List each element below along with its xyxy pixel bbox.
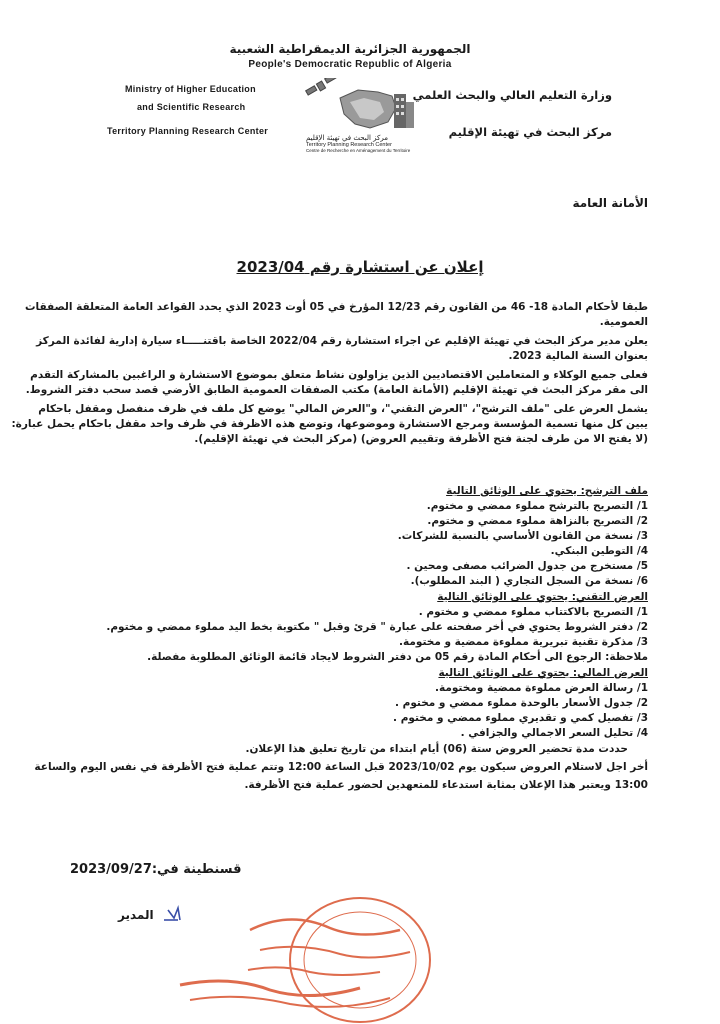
center-logo <box>300 78 420 158</box>
paragraph-line: يشمل العرض على "ملف الترشح"، "العرض التقني"، و"العرض المالي" يوضع كل ملف في ظرف منفصل ومقفل باحكام <box>38 403 648 415</box>
ministry-en-line1: Ministry of Higher Education <box>125 84 256 94</box>
financial-title: العرض المالي: يحتوي على الوثائق التالية <box>438 667 648 679</box>
body-paragraphs <box>11 300 648 447</box>
paragraph-line: طبقا لأحكام المادة 18- 46 من القانون رقم 12/23 المؤرخ في 05 أوت 2023 الذي يحدد القواعد العامة المتعلقة الصفقات <box>24 301 648 313</box>
financial-section <box>48 666 648 741</box>
list-item: 1/ رسالة العرض مملوءة ممضية ومختومة. <box>434 682 648 694</box>
paragraph-line: الى مقر مركز البحث في تهيئة الإقليم (الأمانة العامة) مكتب الصفقات العمومية الطابق الأرضي قصد سحب دفتر الشروط. <box>25 384 648 396</box>
list-item: 3/ نسخة من القانون الأساسي بالنسبة للشركات. <box>397 530 648 542</box>
paragraph-line: بعنوان السنة المالية 2023. <box>508 350 648 362</box>
paragraph-line: العمومية. <box>599 316 648 328</box>
list-item: 2/ جدول الأسعار بالوحدة مملوء ممضي و مختوم . <box>395 697 648 709</box>
technical-section <box>48 590 648 665</box>
official-stamp-icon <box>150 880 440 1024</box>
closing-line: أخر اجل لاستلام العروض سيكون يوم 2023/10/02 قبل الساعة 12:00 وتتم عملية فتح الأظرفة في نفس اليوم والساعة <box>34 761 648 773</box>
list-item: 2/ التصريح بالنزاهة مملوء ممضي و مختوم. <box>427 515 648 527</box>
ministry-en-line2: and Scientific Research <box>137 102 246 112</box>
department-label: الأمانة العامة <box>572 196 648 210</box>
paragraph-line: يبين كل منها تسمية المؤسسة ومرجع الاستشارة وموضوعها، وتوضع هذه الاظرفة في ظرف واحد مقفل باحكام يحمل عبارة: <box>11 418 648 430</box>
paragraph-line: فعلى جميع الوكلاء و المتعاملين الاقتصاديين الذين يزاولون نشاط متعلق بموضوع الاستشارة و الراغبين بالمشاركة التقدم <box>30 369 648 381</box>
technical-note: ملاحظة: الرجوع الى أحكام المادة رقم 05 من دفتر الشروط لايجاد قائمة الوثائق المطلوبة مفصلة. <box>147 651 648 663</box>
signatory-title: المدير <box>118 908 154 922</box>
list-item: 1/ التصريح بالترشح مملوء ممضي و مختوم. <box>426 500 648 512</box>
list-item: 4/ تحليل السعر الاجمالي والجزافي . <box>460 727 648 739</box>
republic-ar: الجمهورية الجزائرية الديمقراطية الشعبية <box>229 42 471 56</box>
paragraph-line: يعلن مدير مركز البحث في تهيئة الإقليم عن اجراء استشارة رقم 2022/04 الخاصة باقتنـــــاء سيارة إدارية لفائدة المركز <box>36 335 648 347</box>
center-en: Territory Planning Research Center <box>107 126 269 136</box>
list-item: 3/ تفصيل كمي و تقديري مملوء ممضي و مختوم . <box>393 712 648 724</box>
list-item: 4/ التوطين البنكي. <box>550 545 648 557</box>
date-line: قسنطينة في:2023/09/27 <box>70 862 242 877</box>
center-ar: مركز البحث في تهيئة الإقليم <box>448 125 612 139</box>
logo-caption-en1: Territory Planning Research Center <box>306 142 392 148</box>
closing-line: 13:00 ويعتبر هذا الإعلان بمثابة استدعاء للمتعهدين لحضور عملية فتح الأظرفة. <box>244 779 648 791</box>
ministry-ar: وزارة التعليم العالي والبحث العلمي <box>412 88 612 102</box>
paragraph-line: (لا يفتح الا من طرف لجنة فتح الأظرفة وتقييم العروض) (مركز البحث في تهيئة الإقليم). <box>194 433 648 445</box>
technical-title: العرض التقني: يحتوي على الوثائق التالية <box>437 591 648 603</box>
logo-caption-ar: مركز البحث في تهيئة الإقليم <box>306 134 388 142</box>
candidature-title: ملف الترشح: يحتوي على الوثائق التالية <box>446 485 648 497</box>
list-item: 5/ مستخرج من جدول الضرائب مصفى ومحين . <box>406 560 648 572</box>
candidature-section <box>48 484 648 589</box>
closing-line: حددت مدة تحضير العروض ستة (06) أيام ابتداء من تاريخ تعليق هذا الإعلان. <box>245 743 628 755</box>
logo-map-icon <box>300 78 420 134</box>
closing-section <box>34 742 648 793</box>
list-item: 1/ التصريح بالاكتتاب مملوء ممضي و مختوم . <box>418 606 648 618</box>
list-item: 6/ نسخة من السجل التجاري ( البند المطلوب). <box>410 575 648 587</box>
list-item: 3/ مذكرة تقنية تبريرية مملوءة ممضية و مختومة. <box>399 636 648 648</box>
logo-caption-en2: Centre de Recherche en Aménagement du Territoire <box>306 148 411 153</box>
republic-en: People's Democratic Republic of Algeria <box>248 59 452 70</box>
list-item: 2/ دفتر الشروط يحتوي في أخر صفحته على عبارة " قرئ وقبل " مكتوبة بخط اليد مملوء ممضي و مختوم. <box>106 621 648 633</box>
announcement-title: إعلان عن استشارة رقم 2023/04 <box>236 258 484 276</box>
